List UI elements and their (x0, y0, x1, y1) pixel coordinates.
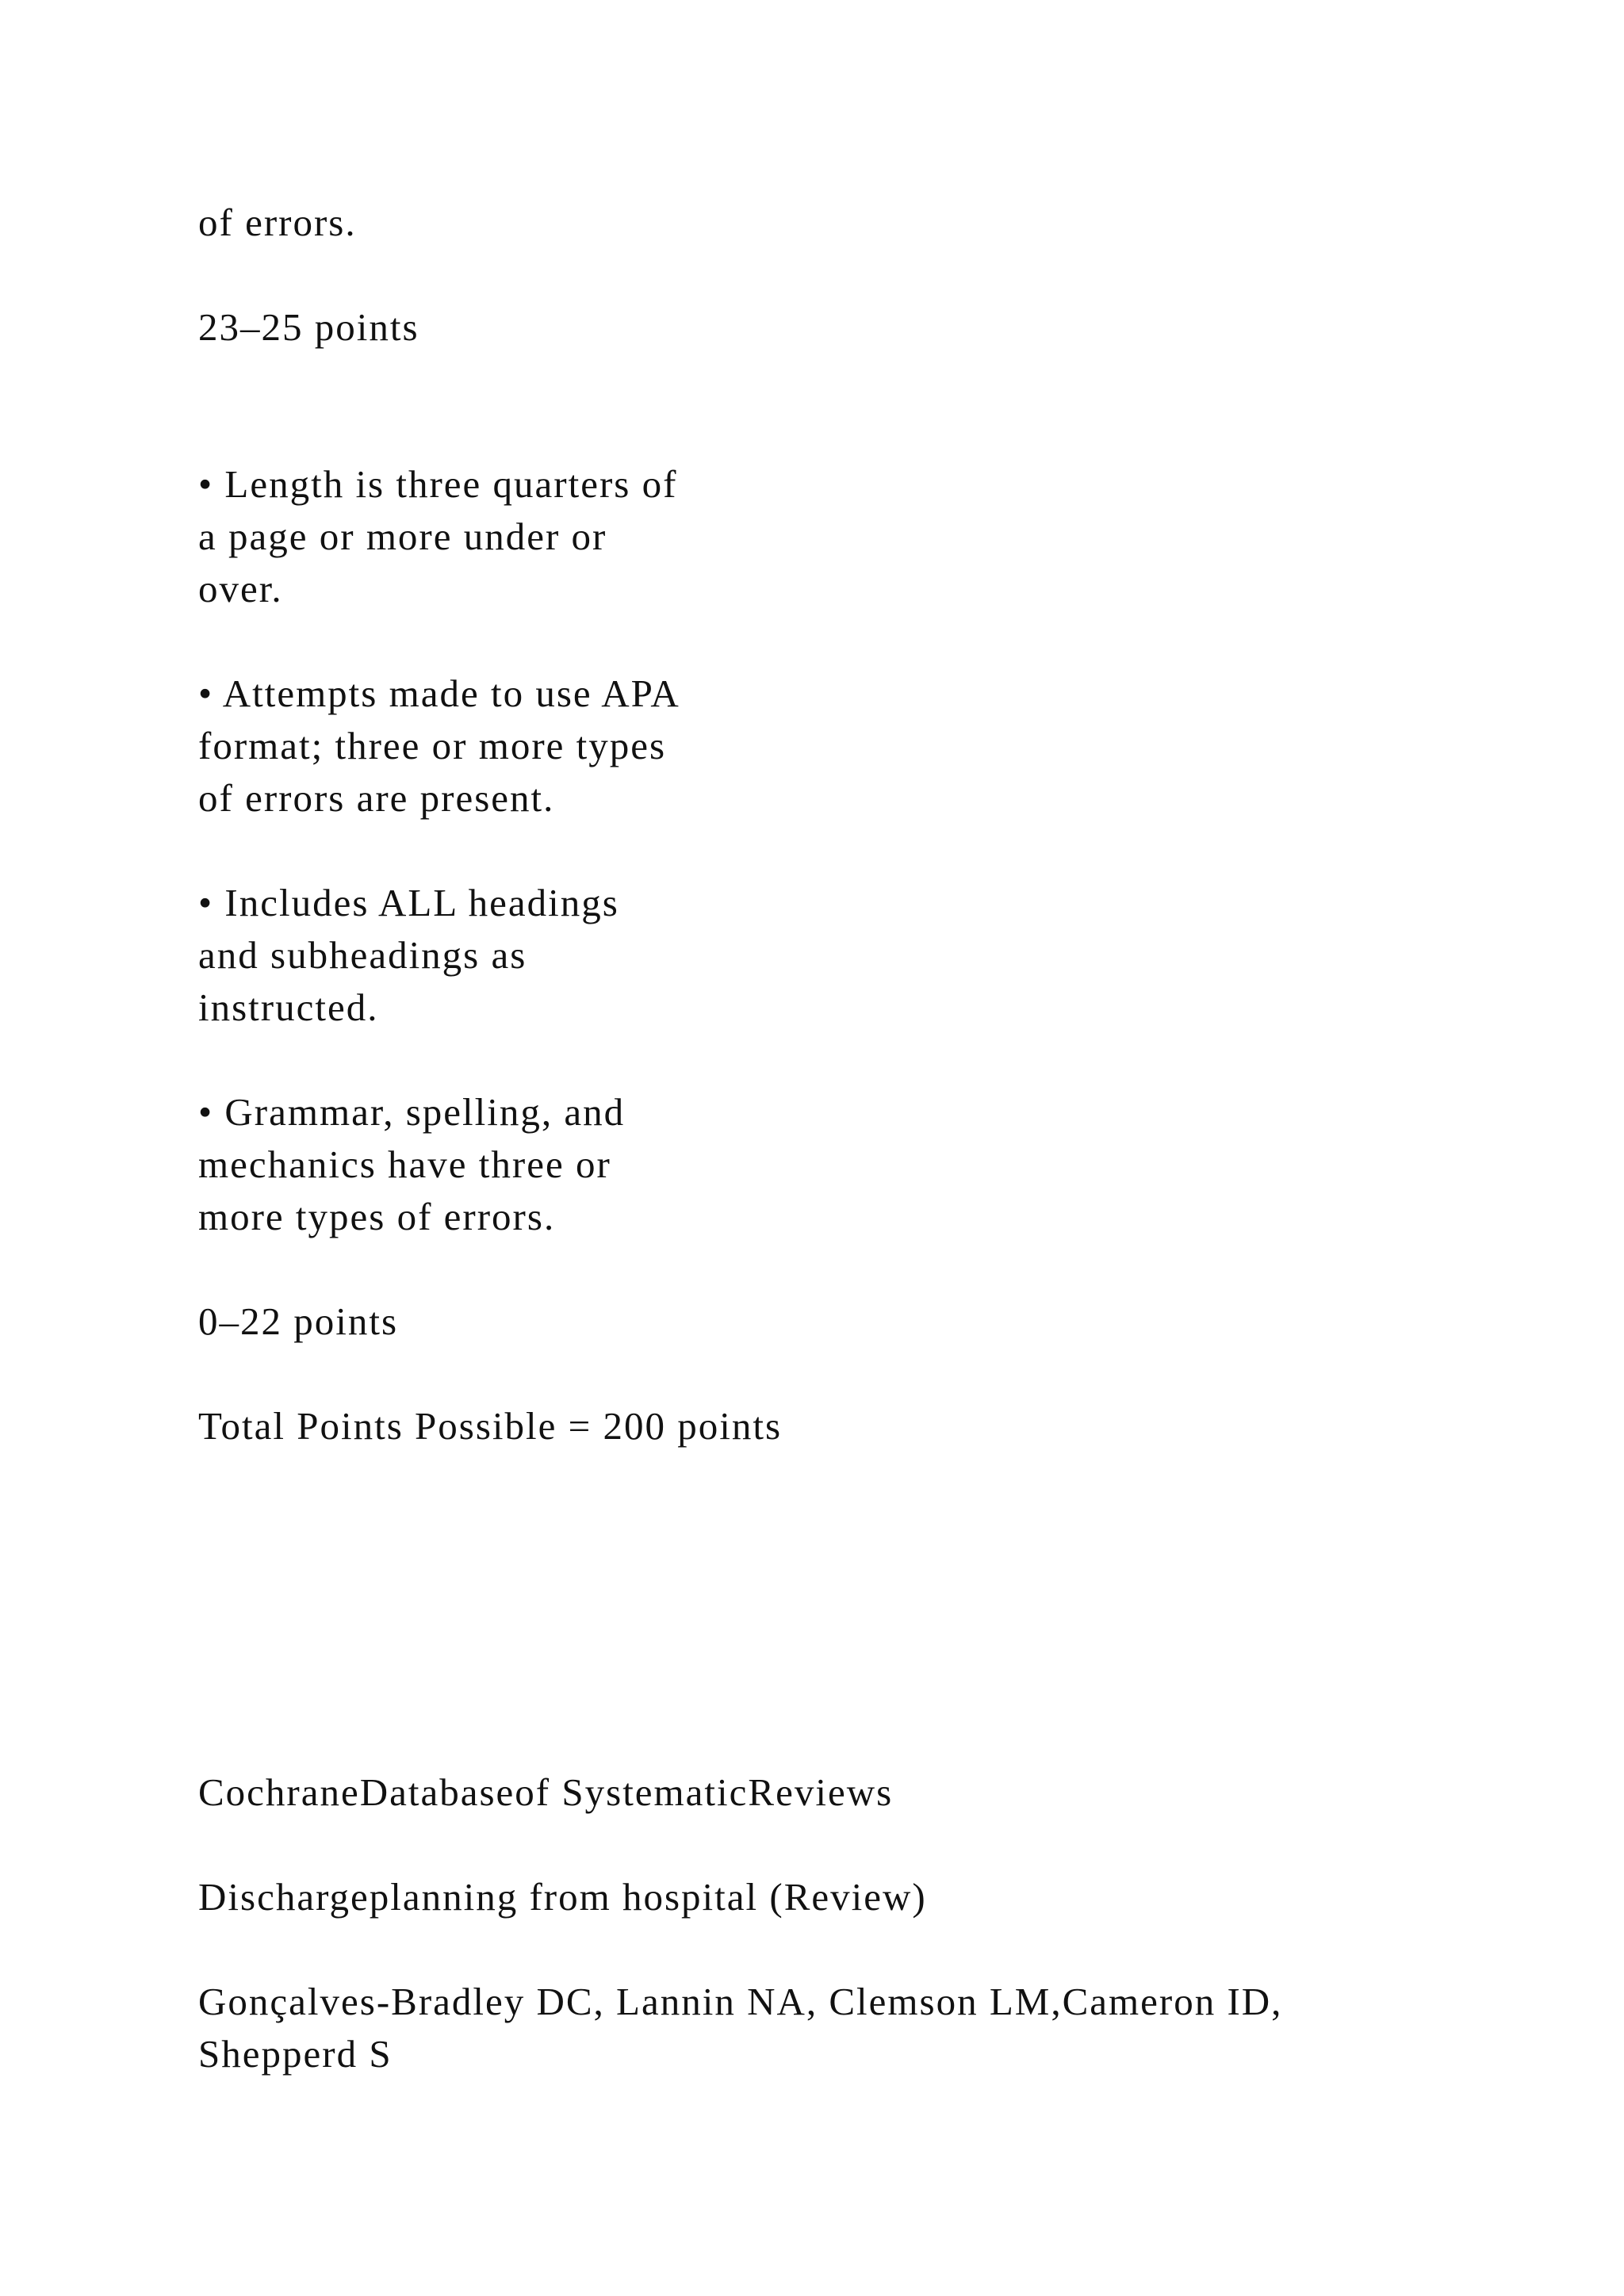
criterion-apa-format: • Attempts made to use APA format; three or more types of errors are present. (198, 672, 680, 820)
points-range-23-25: 23–25 points (198, 305, 419, 349)
points-range-0-22: 0–22 points (198, 1299, 399, 1343)
continued-text: of errors. (198, 201, 357, 244)
criterion-headings: • Includes ALL headings and subheadings as instructed. (198, 881, 619, 1029)
total-points-possible: Total Points Possible = 200 points (198, 1404, 783, 1448)
criterion-length: • Length is three quarters of a page or more under or over. (198, 462, 678, 610)
journal-name: CochraneDatabaseof SystematicReviews (198, 1770, 894, 1814)
criterion-grammar: • Grammar, spelling, and mechanics have three or more types of errors. (198, 1090, 626, 1238)
review-title: Dischargeplanning from hospital (Review) (198, 1875, 927, 1919)
author-list: Gonçalves-Bradley DC, Lannin NA, Clemson LM,Cameron ID, Shepperd S (198, 1980, 1283, 2076)
